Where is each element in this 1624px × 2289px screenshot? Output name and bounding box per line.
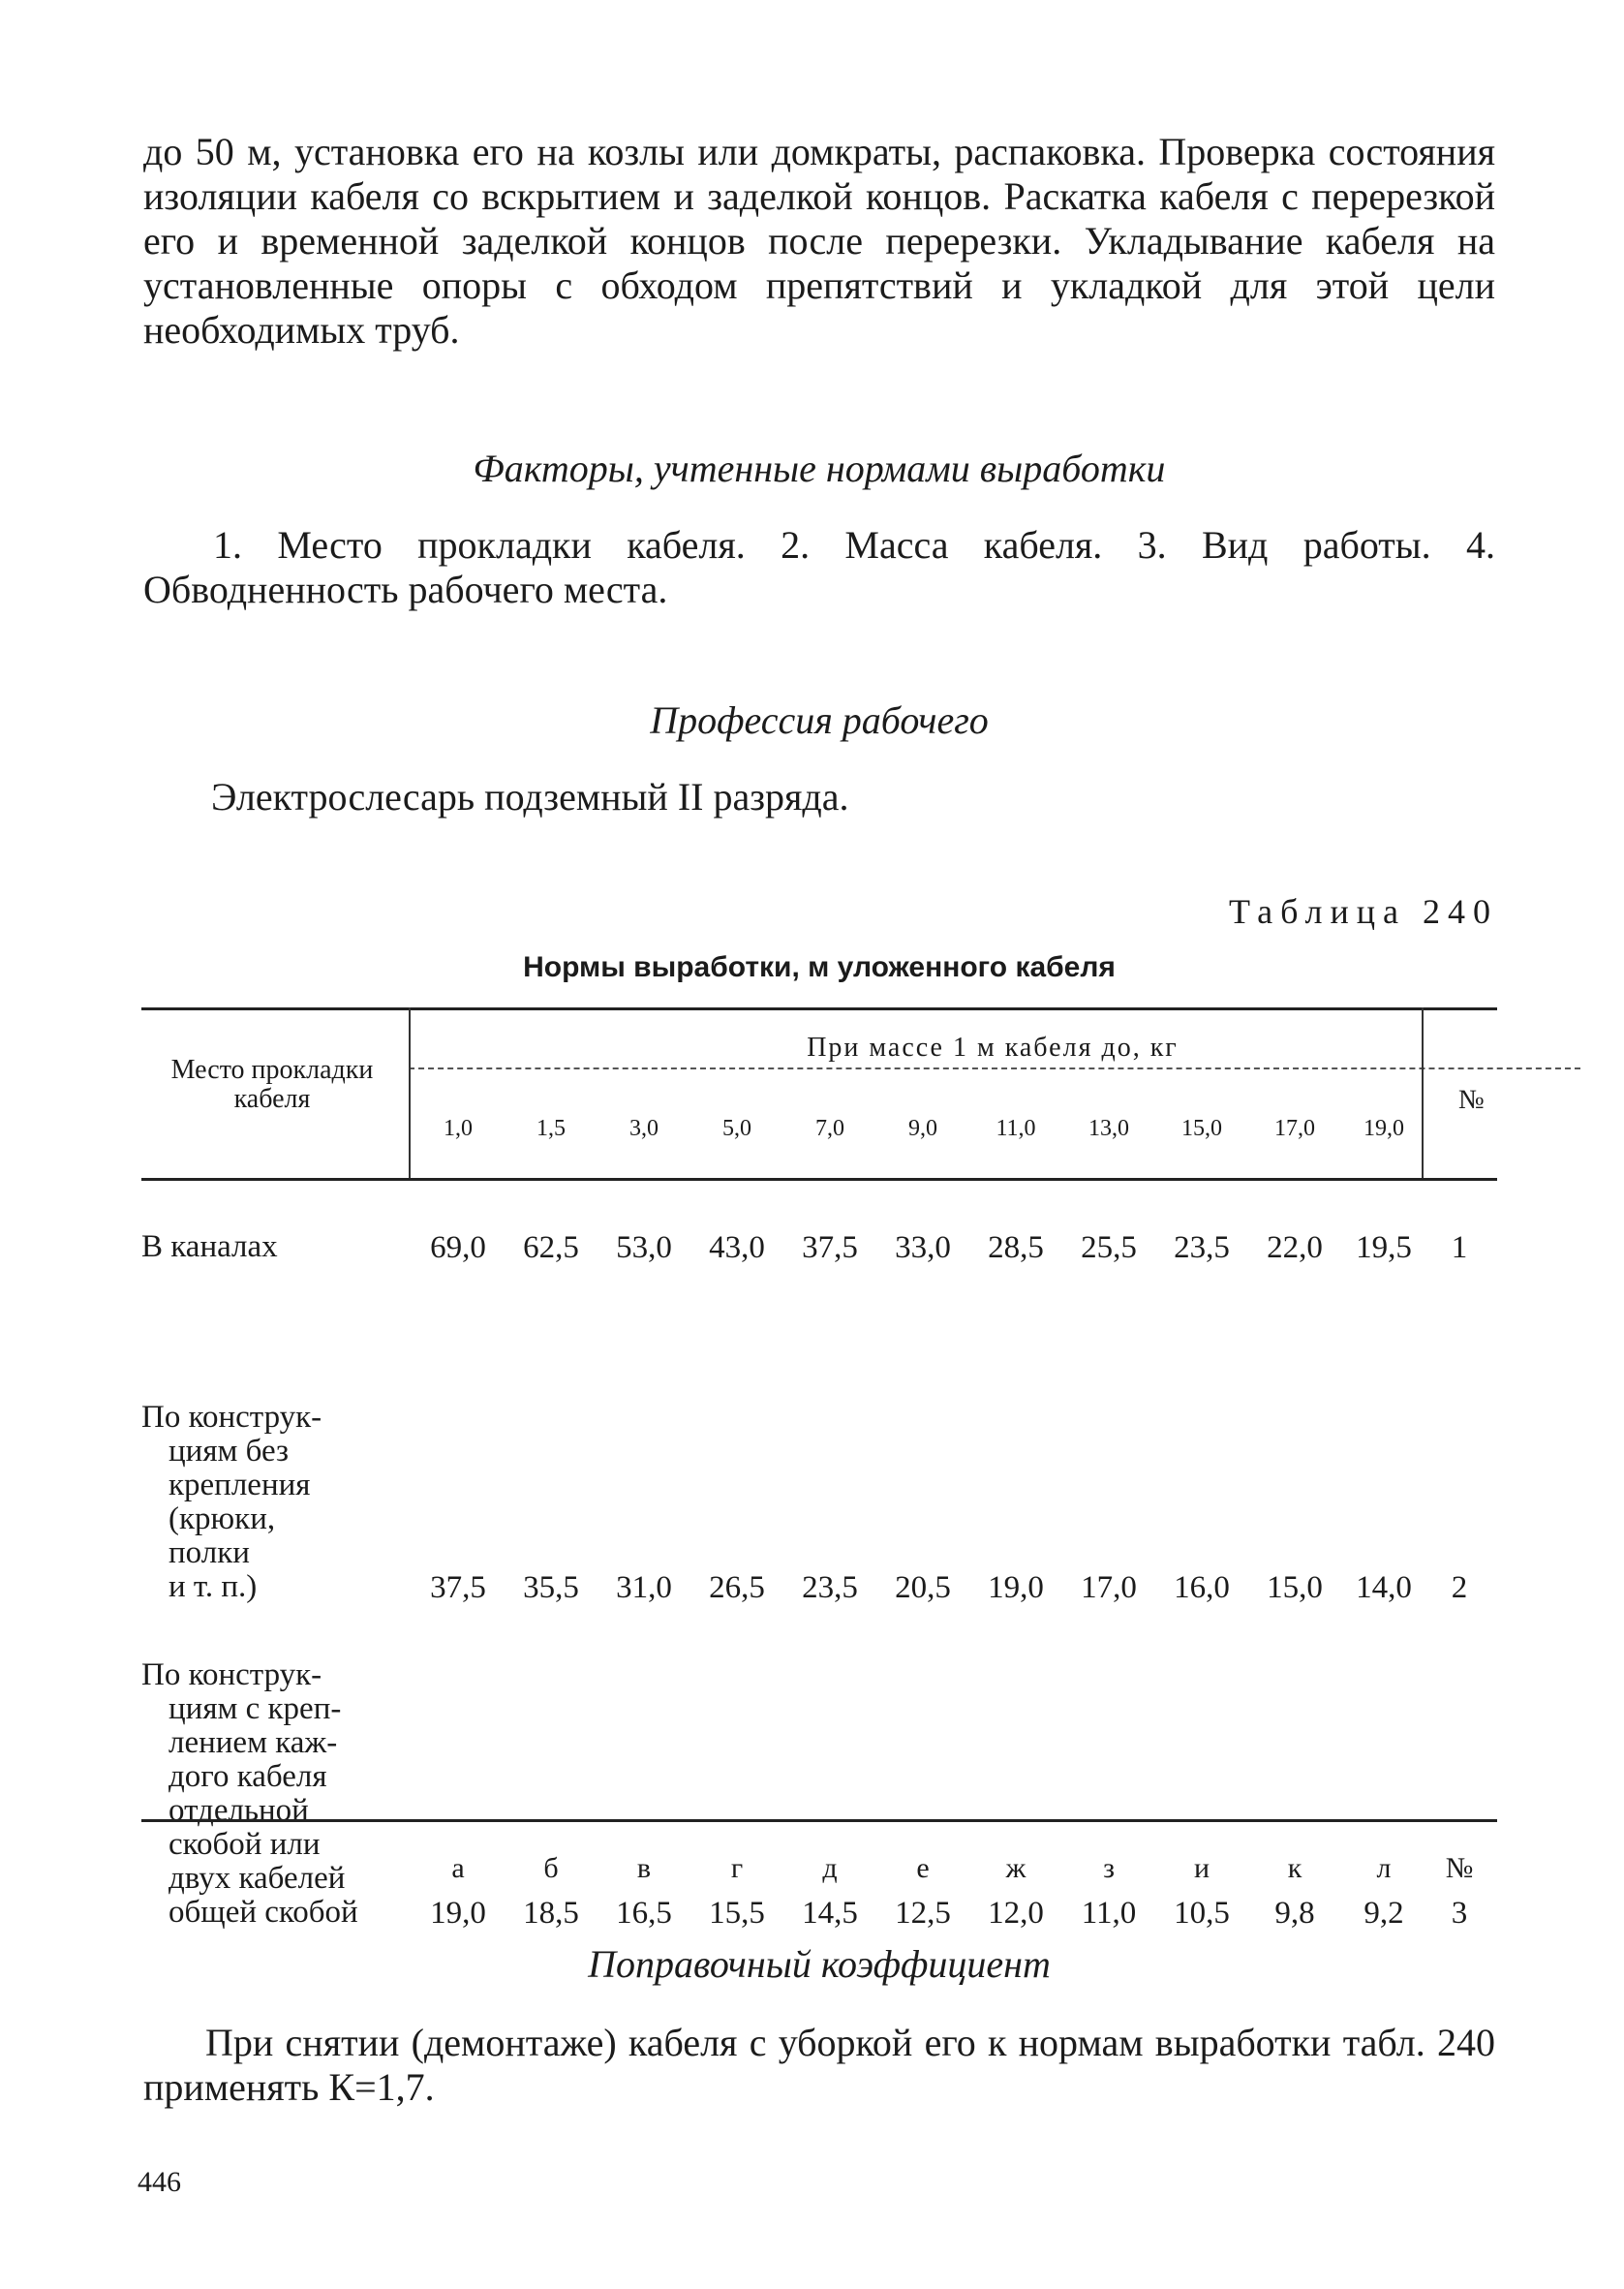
column-letter: ж bbox=[1005, 1852, 1026, 1884]
header-mass-value: 1,5 bbox=[536, 1116, 566, 1141]
table-cell: 19,0 bbox=[988, 1570, 1044, 1605]
table-cell: 14,0 bbox=[1356, 1570, 1412, 1605]
table-cell: 23,5 bbox=[1174, 1230, 1230, 1265]
table-cell: 43,0 bbox=[709, 1230, 765, 1265]
table-cell: 23,5 bbox=[802, 1570, 858, 1605]
table-cell: 15,5 bbox=[709, 1896, 765, 1931]
table-bottom-rule bbox=[141, 1819, 1497, 1822]
header-separator-left bbox=[409, 1007, 411, 1178]
row-label-line: циям без bbox=[169, 1434, 290, 1469]
column-letter: л bbox=[1376, 1852, 1392, 1884]
header-span-rule bbox=[409, 1067, 1580, 1069]
row-label-line: По конструк- bbox=[141, 1400, 322, 1435]
row-label-line: (крюки, bbox=[169, 1501, 276, 1536]
factors-heading: Факторы, учтенные нормами выработки bbox=[473, 447, 1166, 490]
table-cell: 10,5 bbox=[1174, 1896, 1230, 1931]
factors-paragraph: 1. Место прокладки кабеля. 2. Масса кабеля. 3. Вид работы. 4. Обводненность рабочего места. bbox=[143, 523, 1495, 611]
header-mass-value: 15,0 bbox=[1181, 1116, 1222, 1141]
column-letter: а bbox=[451, 1852, 465, 1884]
intro-paragraph: до 50 м, установка его на козлы или домкраты, распаковка. Проверка состояния изоляции кабеля со вскрытием и заделкой концов. Раскатка кабеля с перерезкой его и временной заделкой концов после перерезки. Укладывание кабеля на установленные опоры с обходом препятствий и укладкой для этой цели необходимых труб. bbox=[143, 130, 1495, 352]
table-cell: 16,0 bbox=[1174, 1570, 1230, 1605]
header-no: № bbox=[1458, 1085, 1485, 1115]
row-label bbox=[141, 1401, 393, 1604]
column-letter: г bbox=[730, 1852, 744, 1884]
table-cell: 16,5 bbox=[616, 1896, 672, 1931]
page-number: 446 bbox=[138, 2166, 181, 2198]
table-cell: 22,0 bbox=[1267, 1230, 1323, 1265]
table-cell: 15,0 bbox=[1267, 1570, 1323, 1605]
header-mass: При массе 1 м кабеля до, кг bbox=[807, 1033, 1179, 1063]
column-letter: в bbox=[636, 1852, 652, 1884]
table-cell: 11,0 bbox=[1081, 1896, 1137, 1931]
table-cell: 69,0 bbox=[430, 1230, 486, 1265]
column-letter: и bbox=[1193, 1852, 1210, 1884]
row-label-line: двух кабелей bbox=[169, 1861, 346, 1896]
row-number: 1 bbox=[1451, 1230, 1468, 1265]
table-cell: 20,5 bbox=[895, 1570, 951, 1605]
row-label-line: полки bbox=[169, 1535, 250, 1570]
table-cell: 19,5 bbox=[1356, 1230, 1412, 1265]
table-cell: 37,5 bbox=[430, 1570, 486, 1605]
table-title: Нормы выработки, м уложенного кабеля bbox=[523, 951, 1116, 983]
header-mass-value: 17,0 bbox=[1274, 1116, 1315, 1141]
correction-heading: Поправочный коэффициент bbox=[588, 1942, 1051, 1986]
table-cell: 25,5 bbox=[1081, 1230, 1137, 1265]
profession-paragraph: Электрослесарь подземный II разряда. bbox=[211, 775, 849, 819]
header-mass-value: 11,0 bbox=[996, 1116, 1036, 1141]
table-header-rule bbox=[141, 1178, 1497, 1181]
table-cell: 53,0 bbox=[616, 1230, 672, 1265]
row-label-line: дого кабеля bbox=[169, 1759, 327, 1794]
table-cell: 12,0 bbox=[988, 1896, 1044, 1931]
header-mass-value: 7,0 bbox=[815, 1116, 844, 1141]
table-cell: 62,5 bbox=[523, 1230, 579, 1265]
table-cell: 37,5 bbox=[802, 1230, 858, 1265]
table-label: Таблица 240 bbox=[1229, 892, 1498, 931]
table-cell: 26,5 bbox=[709, 1570, 765, 1605]
header-mass-value: 13,0 bbox=[1088, 1116, 1129, 1141]
header-mass-value: 5,0 bbox=[722, 1116, 751, 1141]
row-number: 2 bbox=[1451, 1570, 1468, 1605]
row-label-line: и т. п.) bbox=[169, 1569, 258, 1604]
column-letter: к bbox=[1287, 1852, 1302, 1884]
row-label bbox=[141, 1658, 393, 1930]
row-label-line: лением каж- bbox=[169, 1725, 338, 1760]
row-number: 3 bbox=[1451, 1896, 1468, 1931]
row-label-line: циям с креп- bbox=[169, 1691, 342, 1726]
row-label-line: По конструк- bbox=[141, 1657, 322, 1692]
table-cell: 9,2 bbox=[1364, 1896, 1404, 1931]
table-cell: 18,5 bbox=[523, 1896, 579, 1931]
table-cell: 28,5 bbox=[988, 1230, 1044, 1265]
table-cell: 9,8 bbox=[1274, 1896, 1315, 1931]
header-mass-value: 1,0 bbox=[444, 1116, 473, 1141]
table-cell: 17,0 bbox=[1081, 1570, 1137, 1605]
table-cell: 33,0 bbox=[895, 1230, 951, 1265]
profession-heading: Профессия рабочего bbox=[650, 698, 989, 742]
header-mass-value: 19,0 bbox=[1364, 1116, 1404, 1141]
column-letter: з bbox=[1103, 1852, 1115, 1884]
table-cell: 35,5 bbox=[523, 1570, 579, 1605]
table-cell: 12,5 bbox=[895, 1896, 951, 1931]
header-mass-value: 9,0 bbox=[908, 1116, 937, 1141]
table-cell: 19,0 bbox=[430, 1896, 486, 1931]
column-letter: д bbox=[822, 1852, 838, 1884]
column-letter: б bbox=[543, 1852, 559, 1884]
row-label-line: крепления bbox=[169, 1468, 311, 1502]
column-letter: е bbox=[916, 1852, 930, 1884]
row-label-line: В каналах bbox=[141, 1229, 278, 1264]
row-label-line: скобой или bbox=[169, 1827, 321, 1862]
table-cell: 14,5 bbox=[802, 1896, 858, 1931]
table-top-rule bbox=[141, 1007, 1497, 1010]
header-separator-right bbox=[1422, 1007, 1424, 1178]
column-letter-no: № bbox=[1445, 1852, 1474, 1884]
header-mass-value: 3,0 bbox=[629, 1116, 659, 1141]
table-cell: 31,0 bbox=[616, 1570, 672, 1605]
row-label-line: отдельной bbox=[169, 1793, 309, 1828]
header-place: Место прокладки кабеля bbox=[170, 1055, 374, 1114]
row-label bbox=[141, 1230, 393, 1264]
row-label-line: общей скобой bbox=[169, 1895, 358, 1930]
correction-paragraph: При снятии (демонтаже) кабеля с уборкой его к нормам выработки табл. 240 применять К=1,7. bbox=[143, 2021, 1495, 2109]
